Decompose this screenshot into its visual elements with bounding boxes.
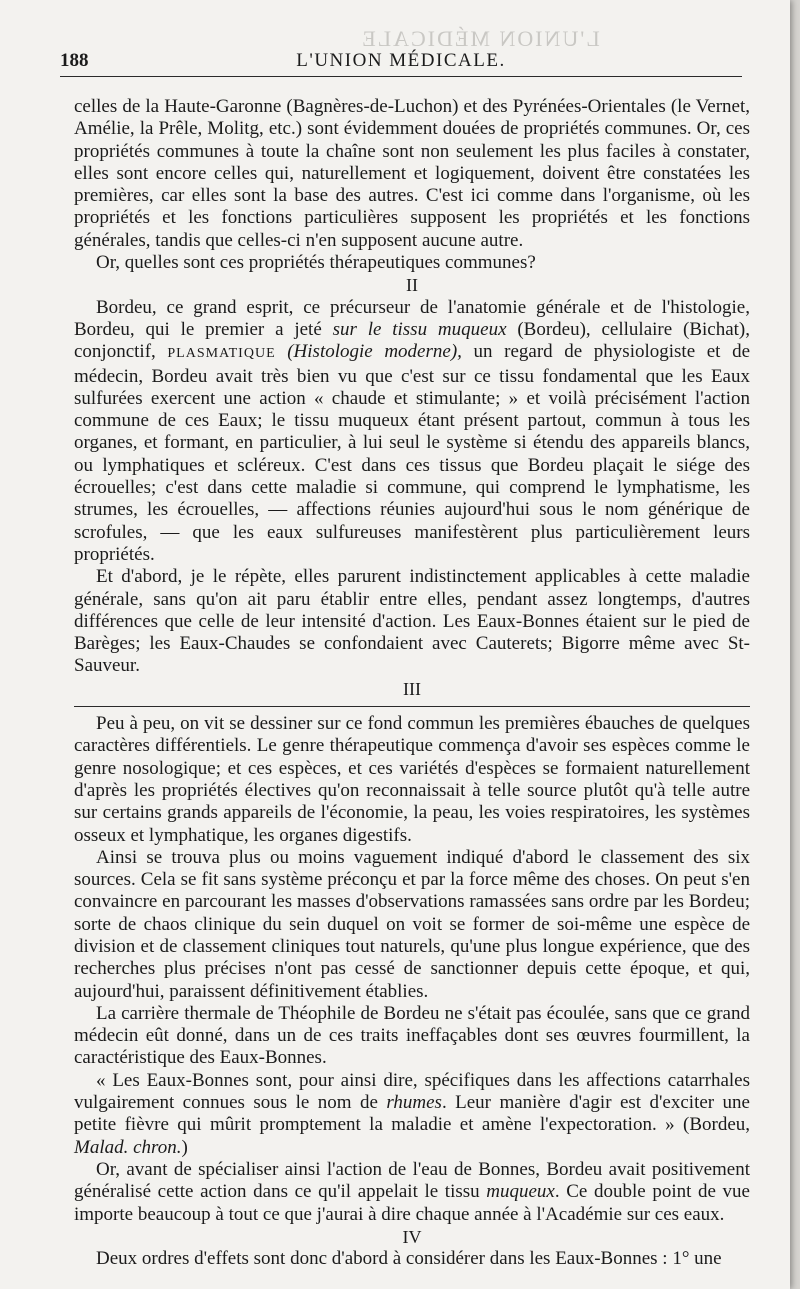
text-run: . Leur manière d'agir est d'exciter une petite fièvre qui mûrit promptement la maladie et amène l'expectoration. » (Bordeu, <box>74 1092 750 1136</box>
running-header <box>60 48 742 77</box>
paragraph: La carrière thermale de Théophile de Bordeu ne s'était pas écoulée, sans que ce grand médecin eût donné, dans un de ces traits ineffaçables dont ses œuvres fourmillent, la caractéristique des Eaux-Bonnes. <box>74 1002 750 1069</box>
journal-title: L'UNION MÉDICALE. <box>296 50 506 71</box>
text-run: . Ce double point de vue importe beaucoup à tout ce que j'aurai à dire chaque année à l'Académie sur ces eaux. <box>74 1181 750 1225</box>
section-rule <box>74 706 750 707</box>
italic-text: Malad. chron. <box>74 1136 182 1158</box>
text-run: (Bordeu), cellulaire (Bichat), conjonctif, <box>74 318 750 363</box>
section-heading: II <box>406 275 418 296</box>
paragraph <box>74 1159 750 1226</box>
bleed-through-header: L'UNION MÉDICALE <box>360 26 600 51</box>
paragraph: Peu à peu, on vit se dessiner sur ce fond commun les premières ébauches de quelques caractères différentiels. Le genre thérapeutique commença d'avoir ses espèces comme le genre nosologique; et ces espèces, et ces variétés d'espèces se formaient naturellement d'après les propriétés électives qu'on reconnaissait à telle source plutôt qu'à telle autre sur certains grands appareils de l'économie, la peau, les voies respiratoires, les systèmes osseux et lymphatique, les organes digestifs. <box>74 713 750 846</box>
text-run: un regard de physiologiste et de médecin, Bordeu avait très bien vu que c'est sur ce tissu fondamental que les Eaux sulfurées exercent une action « chaude et stimulante; » et voilà précisément l'action commune de ces Eaux; le tissu muqueux étant présent partout, commun à tous les organes, et formant, en particulier, à lui seul le système si étendu des appareils blancs, ou lymphatiques et scléreux. C'est dans ces tissus que Bordeu plaçait le siége des écrouelles; c'est dans cette maladie si commune, qui comprend le lymphatisme, les strumes, les écrouelles, — affections réunies aujourd'hui sous le nom générique de scrofules, — que les eaux sulfureuses manifestèrent plus particulièrement leurs propriétés. <box>74 341 750 565</box>
italic-text: (Histologie moderne), <box>275 341 462 363</box>
small-caps-text: PLASMATIQUE <box>167 346 276 362</box>
text-run: Or, avant de spécialiser ainsi l'action de l'eau de Bonnes, Bordeu avait positivement généralisé cette action dans ce qu'il appelait le tissu <box>74 1158 750 1203</box>
paragraph: Deux ordres d'effets sont donc d'abord à considérer dans les Eaux-Bonnes : 1° une <box>96 1248 722 1270</box>
text-run: Bordeu, ce grand esprit, ce précurseur de l'anatomie générale et de l'histologie, Bordeu, qui le premier a jeté <box>74 296 750 340</box>
italic-text: muqueux <box>486 1181 555 1203</box>
article-body <box>74 96 750 1270</box>
paragraph: celles de la Haute-Garonne (Bagnères-de-Luchon) et des Pyrénées-Orientales (le Vernet, Amélie, la Prêle, Molitg, etc.) sont évidemment douées de propriétés communes. Or, ces propriétés communes à toute la chaîne sont non seulement les plus faciles à constater, elles sont encore celles qui, naturellement et logiquement, doivent être constatées les premières, car elles sont la base des autres. C'est ici comme dans l'organisme, où les propriétés et les fonctions particulières supposent les propriétés et les fonctions générales, tandis que celles-ci n'en supposent aucune autre. <box>74 96 750 251</box>
text-run: « Les Eaux-Bonnes sont, pour ainsi dire, spécifiques dans les affections catarrhales vulgairement connues sous le nom de <box>74 1069 750 1114</box>
italic-text: sur le tissu muqueux <box>332 318 507 340</box>
page-number: 188 <box>60 50 89 71</box>
italic-text: rhumes <box>386 1092 442 1114</box>
section-heading: III <box>403 678 421 699</box>
paragraph: Et d'abord, je le répète, elles parurent indistinctement applicables à cette maladie générale, sans qu'on ait paru établir entre elles, pendant assez longtemps, d'autres différences que celle de leur intensité d'action. Les Eaux-Bonnes étaient sur le pied de Barèges; les Eaux-Chaudes se confondaient avec Cauterets; Bigorre même avec St-Sauveur. <box>74 566 750 677</box>
paragraph: Or, quelles sont ces propriétés thérapeutiques communes? <box>96 252 536 274</box>
section-heading: IV <box>402 1226 422 1247</box>
paragraph <box>74 1070 750 1159</box>
text-run: ) <box>181 1136 188 1158</box>
paragraph: Ainsi se trouva plus ou moins vaguement indiqué d'abord le classement des six sources. Cela se fit sans système préconçu et par la force même des choses. On peut s'en convaincre en parcourant les masses d'observations ramassées sans ordre par les Bordeu; sorte de chaos clinique du sein duquel on voit se former de soi-même une espèce de division et de classement cliniques tout naturels, qu'une plus longue expérience, que des recherches plus précises n'ont pas cessé de sanctionner depuis cette époque, et qui, aujourd'hui, paraissent définitivement établies. <box>74 846 750 1002</box>
paragraph <box>74 297 750 567</box>
